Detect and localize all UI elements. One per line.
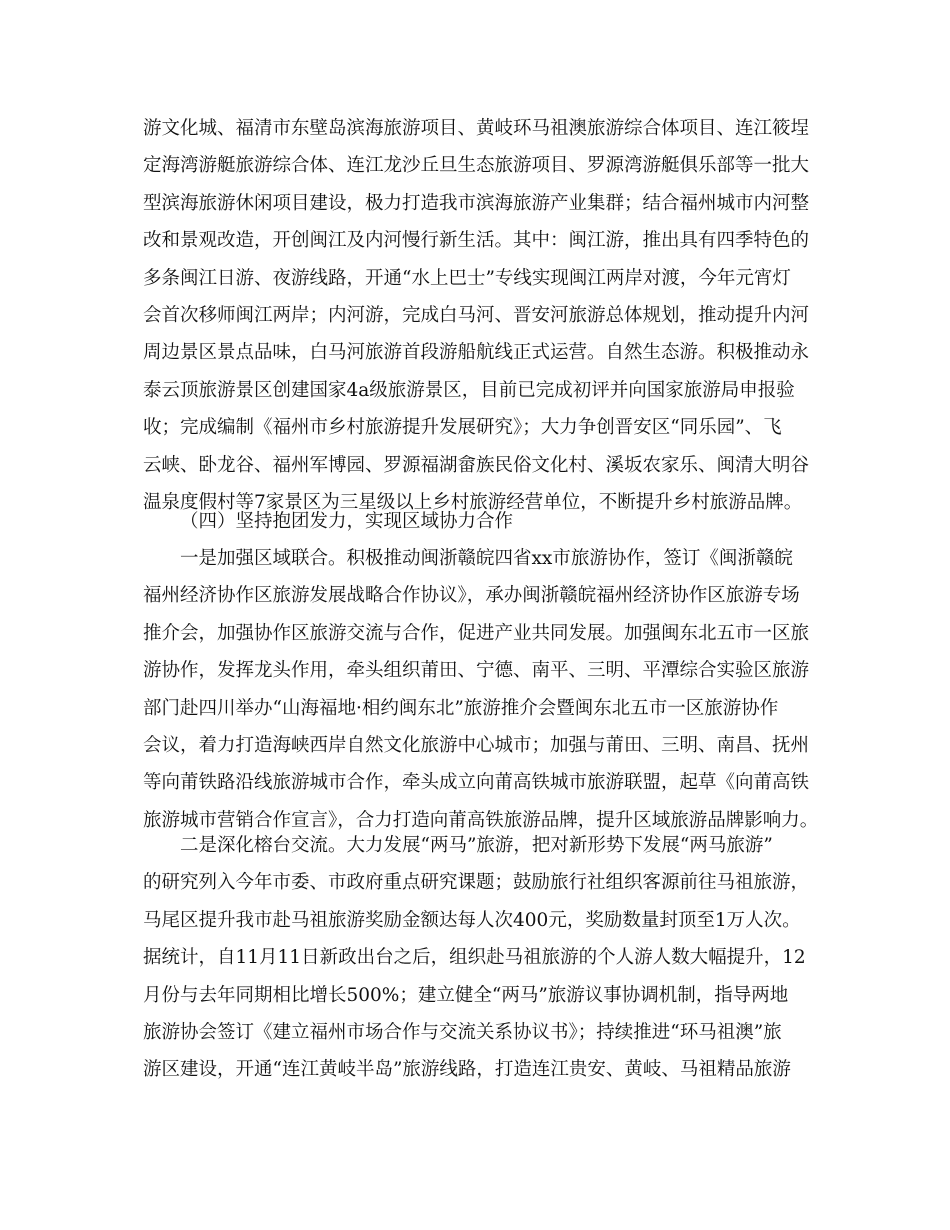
- text-line: 推介会，加强协作区旅游交流与合作，促进产业共同发展。加强闽东北五市一区旅: [143, 622, 810, 644]
- text-line: 部门赴四川举办“山海福地·相约闽东北”旅游推介会暨闽东北五市一区旅游协作: [143, 697, 779, 719]
- text-line: 据统计，自11月11日新政出台之后，组织赴马祖旅游的个人游人数大幅提升，12: [143, 947, 806, 969]
- text-line: 收；完成编制《福州市乡村旅游提升发展研究》；大力争创晋安区“同乐园”、飞: [143, 417, 782, 439]
- paragraph-coastal-tourism: [143, 110, 823, 521]
- paragraph-regional-cooperation: [143, 540, 823, 839]
- text-line: 改和景观改造，开创闽江及内河慢行新生活。其中：闽江游，推出具有四季特色的: [143, 230, 810, 252]
- section-heading: [143, 503, 823, 540]
- text-line: 一是加强区域联合。积极推动闽浙赣皖四省xx市旅游协作，签订《闽浙赣皖: [180, 548, 793, 569]
- text-line: 旅游城市营销合作宣言》，合力打造向莆高铁旅游品牌，提升区域旅游品牌影响力。: [143, 809, 819, 831]
- text-line: 游文化城、福清市东壁岛滨海旅游项目、黄岐环马祖澳旅游综合体项目、连江筱埕: [143, 118, 810, 139]
- text-line: 周边景区景点品味，白马河旅游首段游船航线正式运营。自然生态游。积极推动永: [143, 342, 810, 364]
- text-line: 游区建设，开通“连江黄岐半岛”旅游线路，打造连江贵安、黄岐、马祖精品旅游: [143, 1059, 791, 1081]
- text-line: 月份与去年同期相比增长500%；建立健全“两马”旅游议事协调机制，指导两地: [143, 984, 789, 1006]
- text-line: 福州经济协作区旅游发展战略合作协议》，承办闽浙赣皖福州经济协作区旅游专场: [143, 585, 800, 607]
- text-line: 温泉度假村等7家景区为三星级以上乡村旅游经营单位，不断提升乡村旅游品牌。: [143, 491, 803, 513]
- text-line: 的研究列入今年市委、市政府重点研究课题；鼓励旅行社组织客源前往马祖旅游，: [143, 872, 810, 894]
- text-line: 型滨海旅游休闲项目建设，极力打造我市滨海旅游产业集群；结合福州城市内河整: [143, 192, 810, 214]
- section-heading-text: （四）坚持抱团发力，实现区域协力合作: [180, 511, 514, 532]
- text-line: 马尾区提升我市赴马祖旅游奖励金额达每人次400元，奖励数量封顶至1万人次。: [143, 909, 801, 931]
- text-line: 游协作，发挥龙头作用，牵头组织莆田、宁德、南平、三明、平潭综合实验区旅游: [143, 660, 810, 682]
- text-line: 定海湾游艇旅游综合体、连江龙沙丘旦生态旅游项目、罗源湾游艇俱乐部等一批大: [143, 155, 810, 177]
- text-line: 会议，着力打造海峡西岸自然文化旅游中心城市；加强与莆田、三明、南昌、抚州: [143, 734, 810, 756]
- text-line: 多条闽江日游、夜游线路，开通“水上巴士”专线实现闽江两岸对渡，今年元宵灯: [143, 267, 791, 289]
- text-line: 等向莆铁路沿线旅游城市合作，牵头成立向莆高铁城市旅游联盟，起草《向莆高铁: [143, 772, 810, 794]
- text-line: 云峡、卧龙谷、福州军博园、罗源福湖畲族民俗文化村、溪坂农家乐、闽清大明谷: [143, 454, 810, 476]
- text-line: 泰云顶旅游景区创建国家4a级旅游景区，目前已完成初评并向国家旅游局申报验: [143, 379, 795, 401]
- paragraph-taiwan-exchange: [143, 827, 823, 1089]
- text-line: 会首次移师闽江两岸；内河游，完成白马河、晋安河旅游总体规划，推动提升内河: [143, 304, 810, 326]
- text-line: 旅游协会签订《建立福州市场合作与交流关系协议书》；持续推进“环马祖澳”旅: [143, 1021, 782, 1043]
- text-line: 二是深化榕台交流。大力发展“两马”旅游，把对新形势下发展“两马旅游”: [180, 835, 773, 856]
